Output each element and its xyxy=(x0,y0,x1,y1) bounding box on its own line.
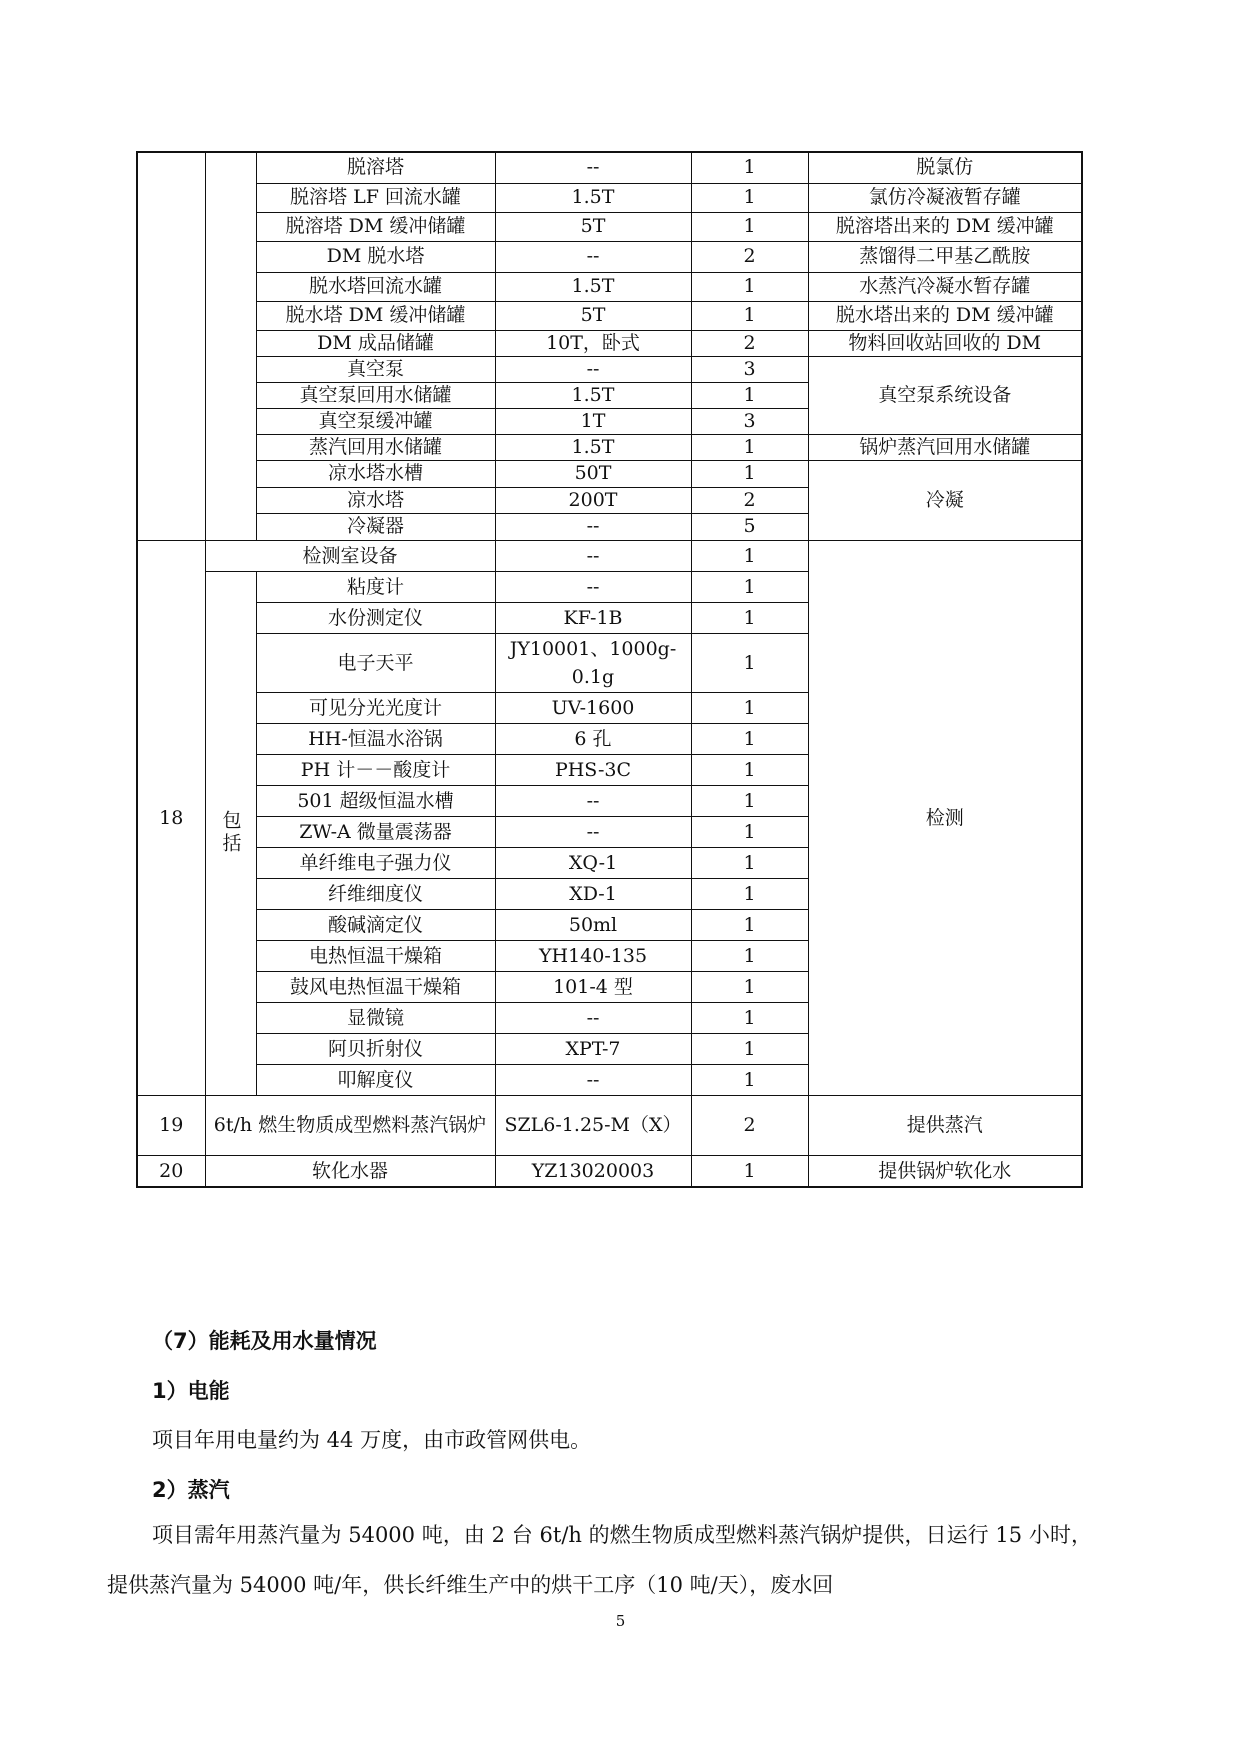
equipment-spec: XQ-1 xyxy=(495,847,691,878)
equipment-note: 蒸馏得二甲基乙酰胺 xyxy=(808,241,1082,272)
equipment-spec: 50T xyxy=(495,460,691,487)
equipment-name: 6t/h 燃生物质成型燃料蒸汽锅炉 xyxy=(205,1095,495,1155)
row-number: 18 xyxy=(137,540,205,1095)
equipment-qty: 1 xyxy=(691,602,808,633)
equipment-qty: 1 xyxy=(691,692,808,723)
equipment-spec: PHS-3C xyxy=(495,754,691,785)
table-row xyxy=(137,434,1082,460)
equipment-name: 真空泵 xyxy=(256,356,495,382)
table-row xyxy=(137,540,1082,571)
equipment-qty: 1 xyxy=(691,1002,808,1033)
equipment-table-body xyxy=(137,152,1082,1187)
equipment-spec: YH140-135 xyxy=(495,940,691,971)
table-row xyxy=(137,356,1082,382)
equipment-name: PH 计－－酸度计 xyxy=(256,754,495,785)
equipment-qty: 2 xyxy=(691,487,808,513)
equipment-qty: 1 xyxy=(691,571,808,602)
equipment-name: ZW-A 微量震荡器 xyxy=(256,816,495,847)
equipment-spec: 5T xyxy=(495,301,691,330)
equipment-name: 粘度计 xyxy=(256,571,495,602)
equipment-qty: 1 xyxy=(691,434,808,460)
equipment-qty: 3 xyxy=(691,356,808,382)
equipment-qty: 1 xyxy=(691,847,808,878)
equipment-spec: UV-1600 xyxy=(495,692,691,723)
equipment-spec: -- xyxy=(495,356,691,382)
table-row xyxy=(137,1095,1082,1155)
table-row xyxy=(137,152,1082,183)
equipment-note: 脱氯仿 xyxy=(808,152,1082,183)
row-number: 20 xyxy=(137,1155,205,1187)
equipment-spec: 101-4 型 xyxy=(495,971,691,1002)
equipment-name: 脱溶塔 DM 缓冲储罐 xyxy=(256,212,495,241)
equipment-table xyxy=(136,151,1083,1188)
table-row xyxy=(137,330,1082,356)
row-number: 19 xyxy=(137,1095,205,1155)
no-cell-empty xyxy=(137,152,205,540)
equipment-qty: 1 xyxy=(691,909,808,940)
equipment-note: 冷凝 xyxy=(808,460,1082,540)
equipment-spec: 5T xyxy=(495,212,691,241)
equipment-spec: 1T xyxy=(495,408,691,434)
equipment-spec: -- xyxy=(495,571,691,602)
equipment-name: DM 成品储罐 xyxy=(256,330,495,356)
equipment-spec: 1.5T xyxy=(495,272,691,301)
equipment-qty: 1 xyxy=(691,723,808,754)
equipment-qty: 1 xyxy=(691,1155,808,1187)
equipment-spec: -- xyxy=(495,785,691,816)
equipment-qty: 1 xyxy=(691,633,808,692)
equipment-name: 真空泵缓冲罐 xyxy=(256,408,495,434)
table-row xyxy=(137,272,1082,301)
equipment-name: 酸碱滴定仪 xyxy=(256,909,495,940)
equipment-note: 真空泵系统设备 xyxy=(808,356,1082,434)
include-label: 包括 xyxy=(205,571,256,1095)
equipment-name: 纤维细度仪 xyxy=(256,878,495,909)
equipment-qty: 1 xyxy=(691,152,808,183)
equipment-spec: KF-1B xyxy=(495,602,691,633)
equipment-spec: XPT-7 xyxy=(495,1033,691,1064)
equipment-qty: 1 xyxy=(691,540,808,571)
equipment-qty: 1 xyxy=(691,1064,808,1095)
equipment-note: 水蒸汽冷凝水暂存罐 xyxy=(808,272,1082,301)
equipment-qty: 2 xyxy=(691,1095,808,1155)
equipment-name: 叩解度仪 xyxy=(256,1064,495,1095)
equipment-name: 凉水塔 xyxy=(256,487,495,513)
equipment-note: 提供锅炉软化水 xyxy=(808,1155,1082,1187)
equipment-qty: 1 xyxy=(691,212,808,241)
equipment-spec: YZ13020003 xyxy=(495,1155,691,1187)
equipment-name: 501 超级恒温水槽 xyxy=(256,785,495,816)
paragraph-electricity: 项目年用电量约为 44 万度，由市政管网供电。 xyxy=(152,1428,592,1452)
include-cell-empty xyxy=(205,152,256,540)
equipment-spec: -- xyxy=(495,152,691,183)
equipment-spec: -- xyxy=(495,1002,691,1033)
equipment-name: 脱溶塔 xyxy=(256,152,495,183)
table-row xyxy=(137,183,1082,212)
page-number: 5 xyxy=(615,1612,626,1630)
equipment-qty: 2 xyxy=(691,241,808,272)
equipment-name: 检测室设备 xyxy=(205,540,495,571)
equipment-name: 真空泵回用水储罐 xyxy=(256,382,495,408)
equipment-spec: 1.5T xyxy=(495,434,691,460)
equipment-spec: 1.5T xyxy=(495,382,691,408)
paragraph-steam: 项目需年用蒸汽量为 54000 吨，由 2 台 6t/h 的燃生物质成型燃料蒸汽锅炉提供，日运行 15 小时，提供蒸汽量为 54000 吨/年，供长纤维生产中的烘干工序（10 吨/天），废水回 xyxy=(107,1523,1092,1597)
equipment-spec: -- xyxy=(495,816,691,847)
equipment-qty: 1 xyxy=(691,301,808,330)
equipment-spec: 10T，卧式 xyxy=(495,330,691,356)
equipment-qty: 1 xyxy=(691,183,808,212)
equipment-qty: 1 xyxy=(691,816,808,847)
equipment-name: 可见分光光度计 xyxy=(256,692,495,723)
equipment-note: 物料回收站回收的 DM xyxy=(808,330,1082,356)
equipment-spec: -- xyxy=(495,540,691,571)
equipment-qty: 1 xyxy=(691,785,808,816)
table-row xyxy=(137,241,1082,272)
equipment-note: 脱溶塔出来的 DM 缓冲罐 xyxy=(808,212,1082,241)
equipment-name: 电子天平 xyxy=(256,633,495,692)
equipment-name: 显微镜 xyxy=(256,1002,495,1033)
equipment-name: 脱水塔回流水罐 xyxy=(256,272,495,301)
equipment-spec: -- xyxy=(495,1064,691,1095)
equipment-qty: 1 xyxy=(691,272,808,301)
section-heading-energy: （7）能耗及用水量情况 xyxy=(152,1329,377,1353)
equipment-qty: 1 xyxy=(691,940,808,971)
subheading-steam: 2）蒸汽 xyxy=(152,1478,230,1502)
equipment-spec: 1.5T xyxy=(495,183,691,212)
equipment-qty: 1 xyxy=(691,754,808,785)
equipment-qty: 1 xyxy=(691,382,808,408)
equipment-note: 提供蒸汽 xyxy=(808,1095,1082,1155)
equipment-name: 水份测定仪 xyxy=(256,602,495,633)
equipment-qty: 1 xyxy=(691,971,808,1002)
equipment-spec: JY10001、1000g-0.1g xyxy=(495,633,691,692)
table-row xyxy=(137,212,1082,241)
equipment-spec: 200T xyxy=(495,487,691,513)
equipment-note: 氯仿冷凝液暂存罐 xyxy=(808,183,1082,212)
equipment-qty: 3 xyxy=(691,408,808,434)
table-row xyxy=(137,301,1082,330)
equipment-name: 鼓风电热恒温干燥箱 xyxy=(256,971,495,1002)
equipment-spec: SZL6-1.25-M（X） xyxy=(495,1095,691,1155)
equipment-name: 凉水塔水槽 xyxy=(256,460,495,487)
equipment-spec: -- xyxy=(495,513,691,540)
equipment-name: 冷凝器 xyxy=(256,513,495,540)
equipment-qty: 1 xyxy=(691,1033,808,1064)
equipment-spec: 6 孔 xyxy=(495,723,691,754)
subheading-electricity: 1）电能 xyxy=(152,1379,230,1403)
equipment-qty: 2 xyxy=(691,330,808,356)
equipment-qty: 5 xyxy=(691,513,808,540)
equipment-name: 软化水器 xyxy=(205,1155,495,1187)
equipment-name: DM 脱水塔 xyxy=(256,241,495,272)
equipment-spec: -- xyxy=(495,241,691,272)
equipment-name: 蒸汽回用水储罐 xyxy=(256,434,495,460)
equipment-name: 脱溶塔 LF 回流水罐 xyxy=(256,183,495,212)
equipment-spec: 50ml xyxy=(495,909,691,940)
equipment-name: 阿贝折射仪 xyxy=(256,1033,495,1064)
table-row xyxy=(137,1155,1082,1187)
equipment-qty: 1 xyxy=(691,460,808,487)
equipment-name: 电热恒温干燥箱 xyxy=(256,940,495,971)
equipment-note: 锅炉蒸汽回用水储罐 xyxy=(808,434,1082,460)
equipment-name: 单纤维电子强力仪 xyxy=(256,847,495,878)
equipment-note: 检测 xyxy=(808,540,1082,1095)
equipment-spec: XD-1 xyxy=(495,878,691,909)
equipment-name: 脱水塔 DM 缓冲储罐 xyxy=(256,301,495,330)
table-row xyxy=(137,460,1082,487)
equipment-note: 脱水塔出来的 DM 缓冲罐 xyxy=(808,301,1082,330)
equipment-name: HH-恒温水浴锅 xyxy=(256,723,495,754)
equipment-qty: 1 xyxy=(691,878,808,909)
